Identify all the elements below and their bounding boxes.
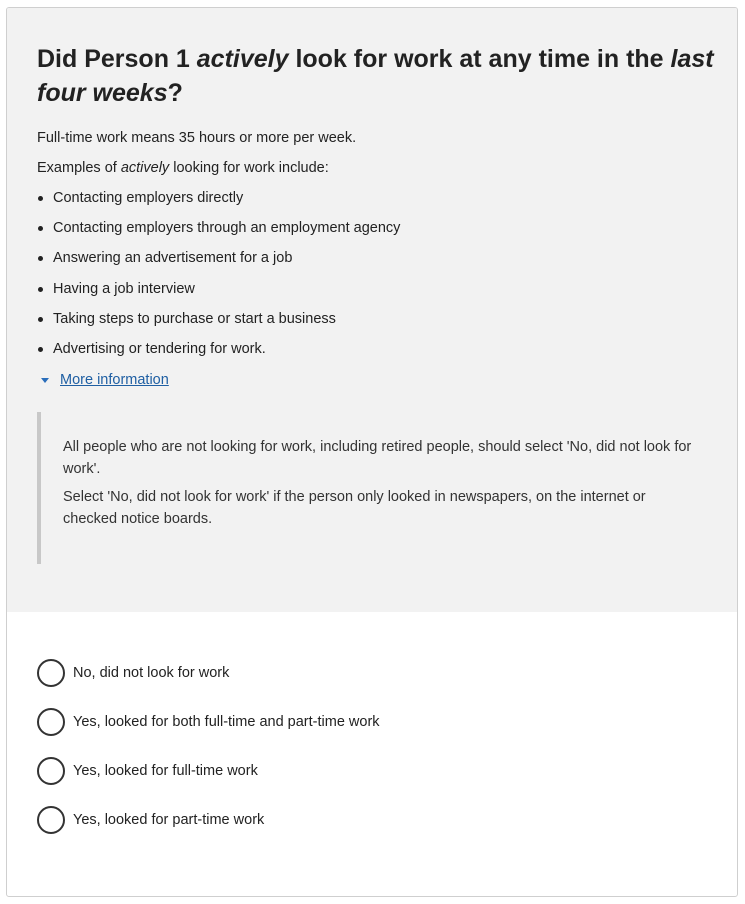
question-title: Did Person 1 actively look for work at any time in the last four weeks? xyxy=(37,45,714,107)
radio-button[interactable] xyxy=(37,659,65,687)
answer-options xyxy=(7,612,737,837)
list-item: Having a job interview xyxy=(37,280,707,299)
option-label[interactable]: No, did not look for work xyxy=(73,665,230,681)
more-information-toggle[interactable] xyxy=(37,370,707,390)
radio-button[interactable] xyxy=(37,708,65,736)
fulltime-note: Full-time work means 35 hours or more per week. xyxy=(37,130,357,146)
question-card xyxy=(6,7,738,897)
more-information-panel xyxy=(37,412,707,564)
option-label[interactable]: Yes, looked for part-time work xyxy=(73,812,265,828)
radio-button[interactable] xyxy=(37,757,65,785)
option-no-did-not-look[interactable] xyxy=(37,656,737,690)
list-item: Advertising or tendering for work. xyxy=(37,340,707,359)
question-panel xyxy=(7,8,737,612)
bullet-icon xyxy=(38,196,43,201)
option-yes-both[interactable] xyxy=(37,705,737,739)
list-item: Contacting employers directly xyxy=(37,189,707,208)
bullet-icon xyxy=(38,226,43,231)
details-paragraph: Select 'No, did not look for work' if the person only looked in newspapers, on the internet or checked notice boards. xyxy=(63,489,646,528)
examples-intro: Examples of actively looking for work include: xyxy=(37,160,329,176)
bullet-icon xyxy=(38,317,43,322)
caret-down-icon xyxy=(41,378,49,383)
details-paragraph: All people who are not looking for work, including retired people, should select 'No, did not look for work'. xyxy=(63,439,692,478)
list-item: Taking steps to purchase or start a business xyxy=(37,310,707,329)
bullet-icon xyxy=(38,287,43,292)
option-label[interactable]: Yes, looked for both full-time and part-time work xyxy=(73,714,380,730)
list-item: Contacting employers through an employment agency xyxy=(37,219,707,238)
option-yes-part-time[interactable] xyxy=(37,803,737,837)
radio-button[interactable] xyxy=(37,806,65,834)
examples-list xyxy=(37,189,707,359)
bullet-icon xyxy=(38,347,43,352)
list-item: Answering an advertisement for a job xyxy=(37,249,707,268)
option-yes-full-time[interactable] xyxy=(37,754,737,788)
more-information-link[interactable]: More information xyxy=(60,372,169,389)
bullet-icon xyxy=(38,256,43,261)
option-label[interactable]: Yes, looked for full-time work xyxy=(73,763,258,779)
